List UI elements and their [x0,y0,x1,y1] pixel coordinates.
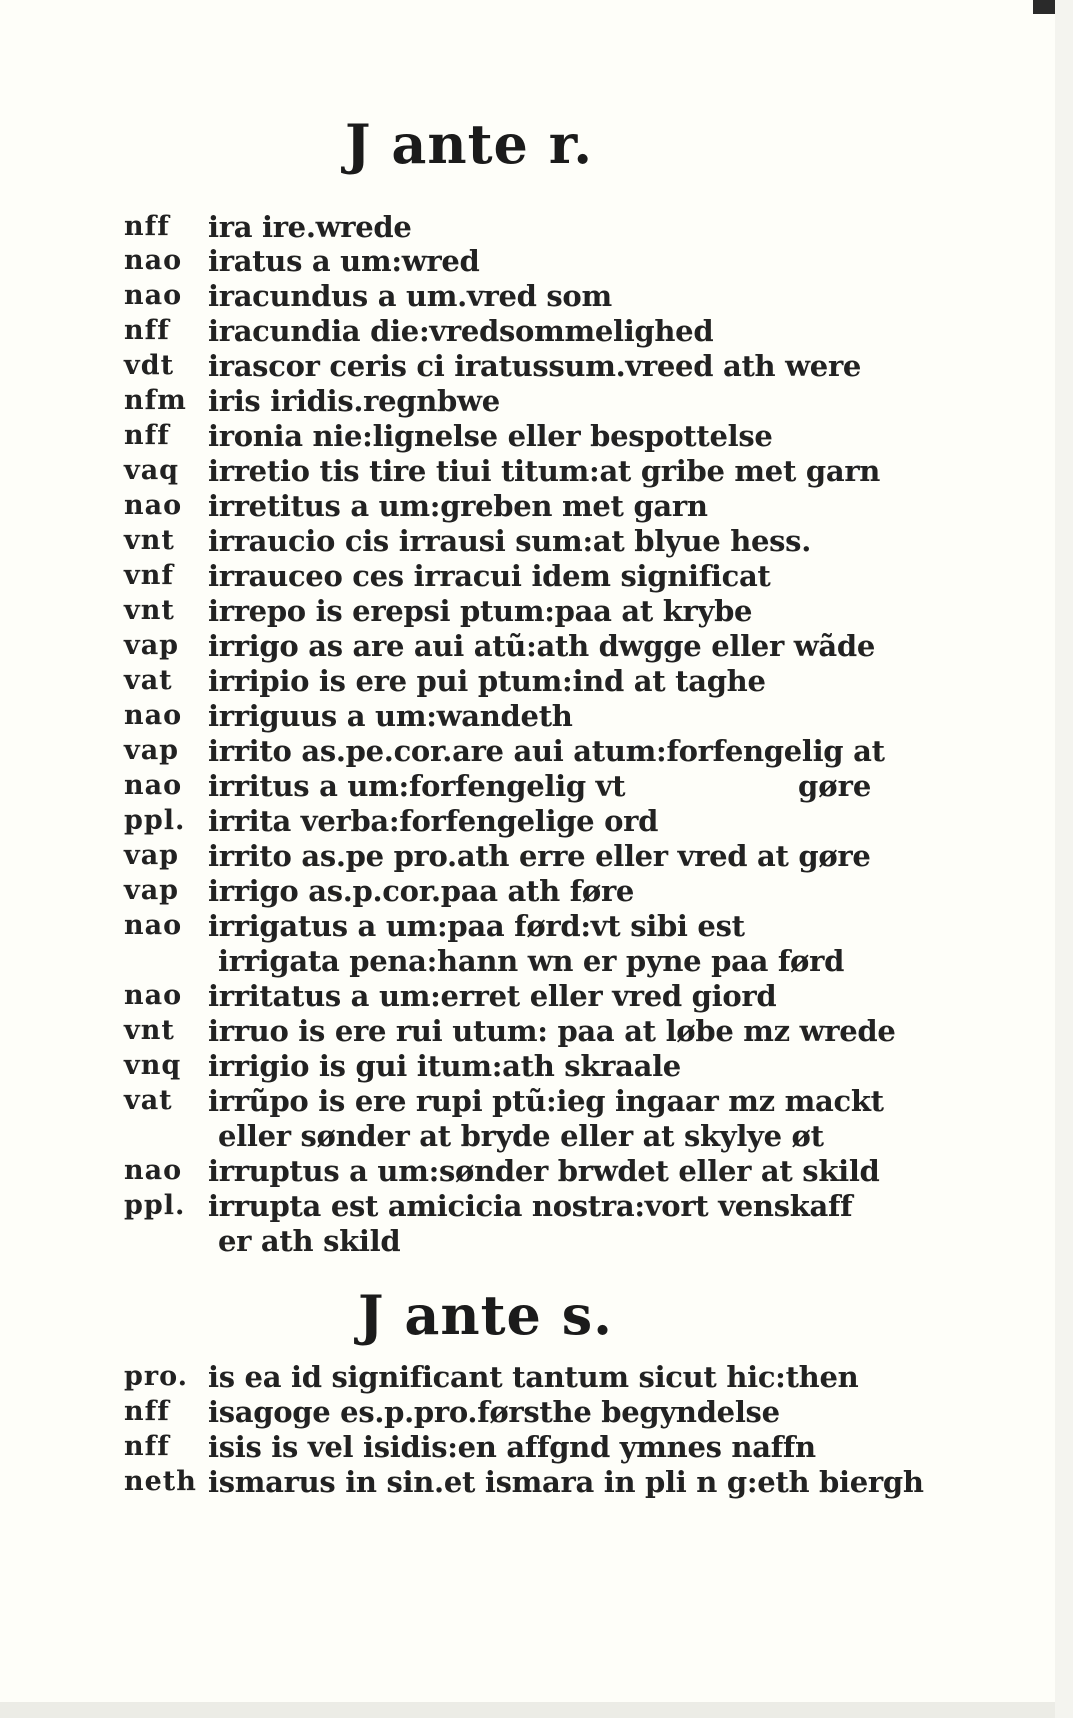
entry-gloss: isagoge es.p.pro.førsthe begyndelse [208,1395,780,1429]
entry-gloss: iratus a um:wred [208,244,480,278]
entry-gloss: irretitus a um:greben met garn [208,489,708,523]
entry-gloss: irripio is ere pui ptum:ind at taghe [208,664,766,698]
entry-gloss: irrepo is erepsi ptum:paa at krybe [208,594,753,628]
entry-code: vnt [124,1015,175,1046]
entry-code: ppl. [124,805,186,836]
entry-gloss: irriguus a um:wandeth [208,699,573,733]
entry-code: neth [124,1466,197,1497]
entry-code: vdt [124,350,175,381]
section-heading-j-ante-s: J ante s. [358,1283,613,1347]
entry-gloss: irrigatus a um:paa førd:vt sibi est [208,909,745,943]
entry-gloss: irrita verba:forfengelige ord [208,804,659,838]
entry-code: vap [124,840,180,871]
entry-gloss: irrito as.pe pro.ath erre eller vred at gøre [208,839,871,873]
entry-gloss: irrupta est amicicia nostra:vort venskaff [208,1189,853,1223]
scan-corner-mark [1033,0,1055,14]
section-heading-j-ante-r: J ante r. [345,112,593,176]
entry-code: nao [124,910,183,941]
entry-gloss: irrauceo ces irracui idem significat [208,559,771,593]
entry-code: nao [124,280,183,311]
entry-gloss: iracundia die:vredsommelighed [208,314,714,348]
entry-code: nao [124,700,183,731]
entry-gloss: iracundus a um.vred som [208,279,612,313]
entry-code: nao [124,490,183,521]
entry-gloss: isis is vel isidis:en affgnd ymnes naffn [208,1430,816,1464]
entry-code: vnt [124,595,175,626]
entry-code: nff [124,211,170,242]
entry-gloss: irrito as.pe.cor.are aui atum:forfengelig at [208,734,885,768]
entry-code: vat [124,1085,173,1116]
entry-gloss: irrũpo is ere rupi ptũ:ieg ingaar mz mackt [208,1084,884,1118]
entry-gloss: er ath skild [218,1224,401,1258]
entry-code: nao [124,980,183,1011]
entry-gloss: irrigo as.p.cor.paa ath føre [208,874,635,908]
entry-gloss: irascor ceris ci iratussum.vreed ath were [208,349,862,383]
entry-gloss: irretio tis tire tiui titum:at gribe met garn [208,454,881,488]
entry-gloss: is ea id significant tantum sicut hic:then [208,1360,859,1394]
entry-code: vap [124,735,180,766]
entry-gloss: iris iridis.regnbwe [208,384,500,418]
entry-code: nff [124,1431,170,1462]
entry-code: nfm [124,385,187,416]
entry-code: vap [124,875,180,906]
entry-code: ppl. [124,1190,186,1221]
entry-gloss: irritus a um:forfengelig vt [208,769,626,803]
entry-gloss: ironia nie:lignelse eller bespottelse [208,419,773,453]
entry-gloss: irruptus a um:sønder brwdet eller at skild [208,1154,880,1188]
entry-code: vnf [124,560,174,591]
entry-gloss: irraucio cis irrausi sum:at blyue hess. [208,524,811,558]
entry-code: vat [124,665,173,696]
entry-gloss: irrigata pena:hann wn er pyne paa førd [218,944,845,978]
entry-code: nao [124,770,183,801]
entry-code: nff [124,315,170,346]
entry-gloss: irrigo as are aui atũ:ath dwgge eller wãde [208,629,876,663]
entry-code: vaq [124,455,180,486]
entry-code: vap [124,630,180,661]
entry-gloss: irrigio is gui itum:ath skraale [208,1049,681,1083]
entry-gloss: eller sønder at bryde eller at skylye øt [218,1119,824,1153]
scan-bottom-edge [0,1702,1055,1718]
entry-code: nff [124,1396,170,1427]
entry-gloss: ira ire.wrede [208,210,412,244]
entry-code: nao [124,245,183,276]
entry-gloss-tail: gøre [798,769,872,803]
entry-code: vnt [124,525,175,556]
entry-code: vnq [124,1050,182,1081]
entry-gloss: irritatus a um:erret eller vred giord [208,979,777,1013]
entry-gloss: ismarus in sin.et ismara in pli n g:eth biergh [208,1465,924,1499]
entry-code: nao [124,1155,183,1186]
entry-code: nff [124,420,170,451]
entry-code: pro. [124,1361,189,1392]
entry-gloss: irruo is ere rui utum: paa at løbe mz wrede [208,1014,896,1048]
